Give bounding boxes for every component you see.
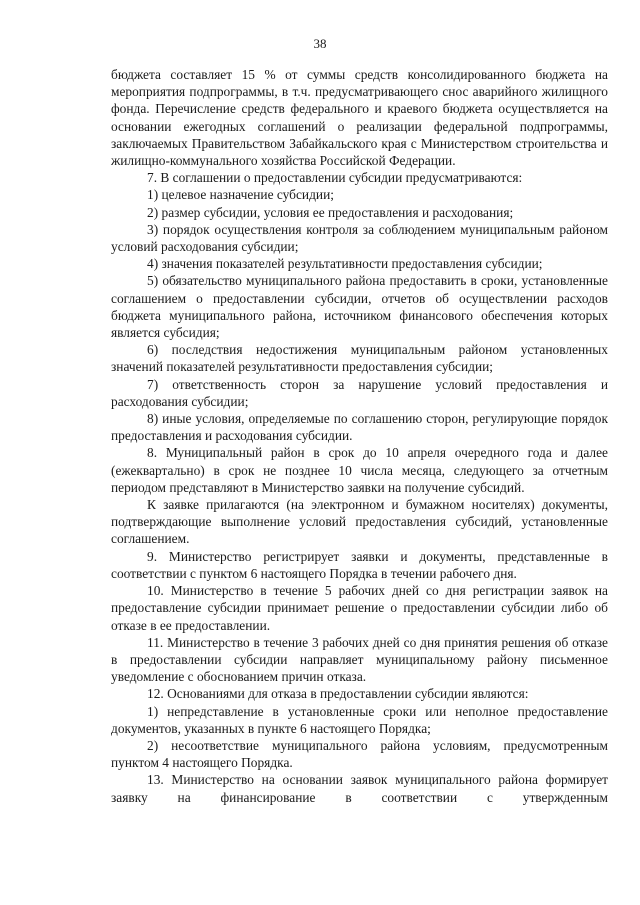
paragraph-item-8: 8. Муниципальный район в срок до 10 апреля очередного года и далее (ежеквартально) в срок не позднее 10 числа месяца, следующего за отчетным периодом представляют в Министерство заявки на получение субсидий. [111, 445, 608, 495]
paragraph-item-10: 10. Министерство в течение 5 рабочих дней со дня регистрации заявок на предоставление субсидии принимает решение о предоставлении субсидии либо об отказе в ее предоставлении. [111, 583, 608, 633]
paragraph-item-7-6: 6) последствия недостижения муниципальным районом установленных значений показателей результативности предоставления субсидии; [111, 342, 608, 375]
paragraph-item-8-attachments: К заявке прилагаются (на электронном и бумажном носителях) документы, подтверждающие выполнение условий предоставления субсидий, установленные соглашением. [111, 497, 608, 547]
paragraph-budget-share: бюджета составляет 15 % от суммы средств консолидированного бюджета на мероприятия подпрограммы, в т.ч. предусматривающего снос аварийного жилищного фонда. Перечисление средств федерального и краевого бюджета осуществляется на основании ежегодных соглашений о реализации федеральной подпрограммы, заключаемых Правительством Забайкальского края с Министерством строительства и жилищно-коммунального хозяйства Российской Федерации. [111, 67, 608, 169]
paragraph-item-13: 13. Министерство на основании заявок муниципального района формирует заявку на финансирование в соответствии с утвержденным [111, 772, 608, 805]
paragraph-item-7-3: 3) порядок осуществления контроля за соблюдением муниципальным районом условий расходования субсидии; [111, 221, 608, 255]
paragraph-item-7-5: 5) обязательство муниципального района предоставить в сроки, установленные соглашением о предоставлении субсидии, отчетов об осуществлении расходов бюджета муниципального района, источником финансового обеспечения которых является субсидия; [111, 273, 608, 341]
paragraph-item-9: 9. Министерство регистрирует заявки и документы, представленные в соответствии с пунктом 6 настоящего Порядка в течении рабочего дня. [111, 548, 608, 581]
paragraph-item-12-2: 2) несоответствие муниципального района условиям, предусмотренным пунктом 4 настоящего Порядка. [111, 737, 608, 771]
paragraph-item-11: 11. Министерство в течение 3 рабочих дней со дня принятия решения об отказе в предоставлении субсидии направляет муниципальному району письменное уведомление с обоснованием причин отказа. [111, 634, 608, 685]
paragraph-item-7-7: 7) ответственность сторон за нарушение условий предоставления и расходования субсидии; [111, 376, 608, 409]
paragraph-item-7-1: 1) целевое назначение субсидии; [147, 187, 334, 203]
paragraph-item-7-2: 2) размер субсидии, условия ее предоставления и расходования; [147, 204, 514, 220]
paragraph-item-12: 12. Основаниями для отказа в предоставлении субсидии являются: [147, 686, 529, 702]
paragraph-item-7: 7. В соглашении о предоставлении субсидии предусматриваются: [147, 170, 523, 186]
page-number: 38 [313, 36, 327, 51]
paragraph-item-7-4: 4) значения показателей результативности предоставления субсидии; [147, 256, 543, 272]
paragraph-item-7-8: 8) иные условия, определяемые по соглашению сторон, регулирующие порядок предоставления и расходования субсидии. [111, 411, 608, 444]
document-body [111, 66, 608, 806]
paragraph-item-12-1: 1) непредставление в установленные сроки или неполное предоставление документов, указанных в пункте 6 настоящего Порядка; [111, 703, 608, 736]
